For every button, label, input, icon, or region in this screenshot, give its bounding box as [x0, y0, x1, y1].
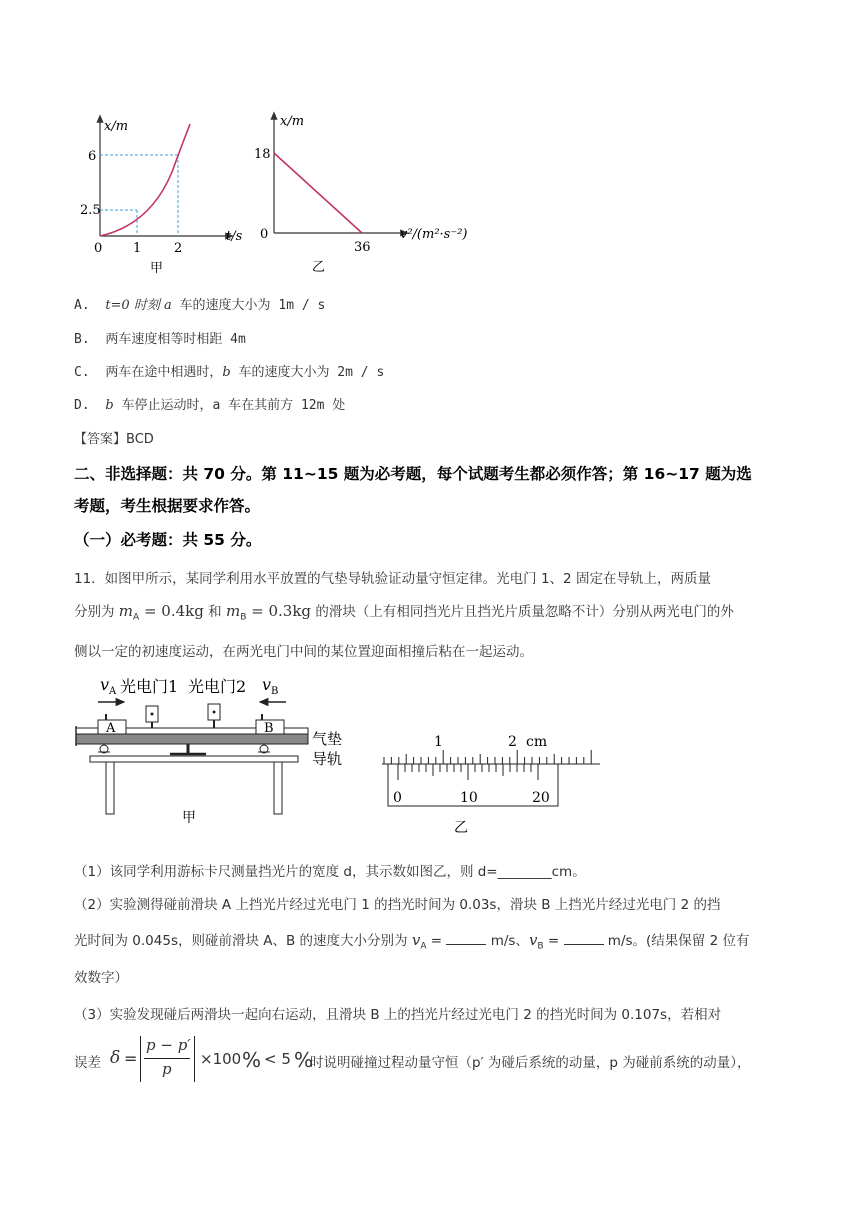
y-tick-18: 18: [254, 147, 271, 162]
x-t-curve: [100, 124, 190, 236]
vernier-caliper: [378, 728, 618, 838]
svg-text:B: B: [264, 721, 274, 736]
option-a: A. t=0 时刻 a 车的速度大小为 1m / s: [74, 298, 326, 313]
velocity-b-label: $v_B$: [262, 675, 279, 697]
option-letter: C.: [74, 365, 90, 380]
section-heading-line1: 二、非选择题：共 70 分。第 11~15 题为必考题，每个试题考生都必须作答；第 16~17 题为选: [74, 465, 752, 483]
x-tick-1: 1: [133, 241, 142, 256]
vernier-tick-0: 0: [393, 790, 402, 806]
subsection-heading: （一）必考题：共 55 分。: [74, 531, 262, 549]
section-heading-line2: 考题，考生根据要求作答。: [74, 497, 261, 515]
gate1-label: 光电门1: [120, 677, 179, 696]
y-axis-label: x/m: [104, 119, 129, 134]
vernier-tick-20: 20: [532, 790, 550, 806]
sub-question-2-line3: 效数字）: [74, 970, 128, 986]
main-tick-2: 2: [508, 734, 517, 750]
sub-question-1: （1）该同学利用游标卡尺测量挡光片的宽度 d，其示数如图乙，则 d=________cm。: [74, 864, 586, 880]
sub-question-3-line1: （3）实验发现碰后两滑块一起向右运动，且滑块 B 上的挡光片经过光电门 2 的挡光时间为 0.107s，若相对: [74, 1007, 722, 1023]
main-tick-1: 1: [434, 734, 443, 750]
option-letter: A.: [74, 298, 90, 313]
graph-caption-jia: 甲: [150, 261, 164, 276]
block-a: [98, 714, 126, 736]
q11-line2: 分别为 $m_A = 0.4kg$ 和 $m_B = 0.3kg$ 的滑块（上有相同挡光片且挡光片质量忽略不计）分别从两光电门的外: [74, 602, 734, 623]
graph-x-v2: [250, 105, 490, 275]
origin-label: 0: [260, 227, 269, 242]
air-track-diagram: [70, 672, 360, 832]
x-tick-36: 36: [354, 240, 371, 255]
x-tick-2: 2: [174, 241, 183, 256]
caliper-caption-yi: 乙: [454, 820, 468, 836]
x-axis-label: t/s: [226, 229, 243, 244]
main-scale-ticks: [384, 750, 591, 764]
velocity-a-label: $v_A$: [100, 675, 117, 697]
block-b: [256, 714, 284, 736]
y-axis-label: x/m: [280, 114, 305, 129]
answer-blank-va[interactable]: [446, 932, 486, 945]
svg-text:A: A: [106, 721, 116, 736]
main-tick-cm: cm: [526, 734, 548, 750]
q11-line3: 侧以一定的初速度运动，在两光电门中间的某位置迎面相撞后粘在一起运动。: [74, 644, 533, 660]
diagram-caption-jia: 甲: [182, 810, 196, 826]
gate2-label: 光电门2: [188, 677, 247, 696]
option-letter: D.: [74, 398, 90, 413]
option-c: C. 两车在途中相遇时，b 车的速度大小为 2m / s: [74, 365, 385, 380]
origin-label: 0: [94, 241, 103, 256]
answer-blank-vb[interactable]: [564, 932, 604, 945]
q11-line1: 11．如图甲所示，某同学利用水平放置的气垫导轨验证动量守恒定律。光电门 1、2 固定在导轨上，两质量: [74, 571, 711, 587]
vernier-tick-10: 10: [460, 790, 478, 806]
sub-question-2-line1: （2）实验测得碰前滑块 A 上挡光片经过光电门 1 的挡光时间为 0.03s，滑块 B 上挡光片经过光电门 2 的挡: [74, 897, 721, 913]
y-tick-2-5: 2.5: [80, 203, 101, 218]
rail-label-2: 导轨: [312, 750, 343, 768]
option-d: D. b 车停止运动时，a 车在其前方 12m 处: [74, 398, 346, 413]
y-tick-6: 6: [88, 149, 97, 164]
sub-question-2-line2: 光时间为 0.045s，则碰前滑块 A、B 的速度大小分别为 $v_A = m/s$、$v_B = m/s$。(结果保留 2 位有: [74, 931, 750, 952]
answer: 【答案】BCD: [74, 432, 154, 447]
x-v2-line: [274, 153, 362, 233]
graph-caption-yi: 乙: [312, 260, 326, 275]
graph-x-t: [80, 110, 243, 276]
x-axis-label: v²/(m²·s⁻²): [400, 227, 468, 242]
option-letter: B.: [74, 332, 90, 347]
rail-label-1: 气垫: [312, 730, 343, 748]
option-b: B. 两车速度相等时相距 4m: [74, 332, 246, 347]
